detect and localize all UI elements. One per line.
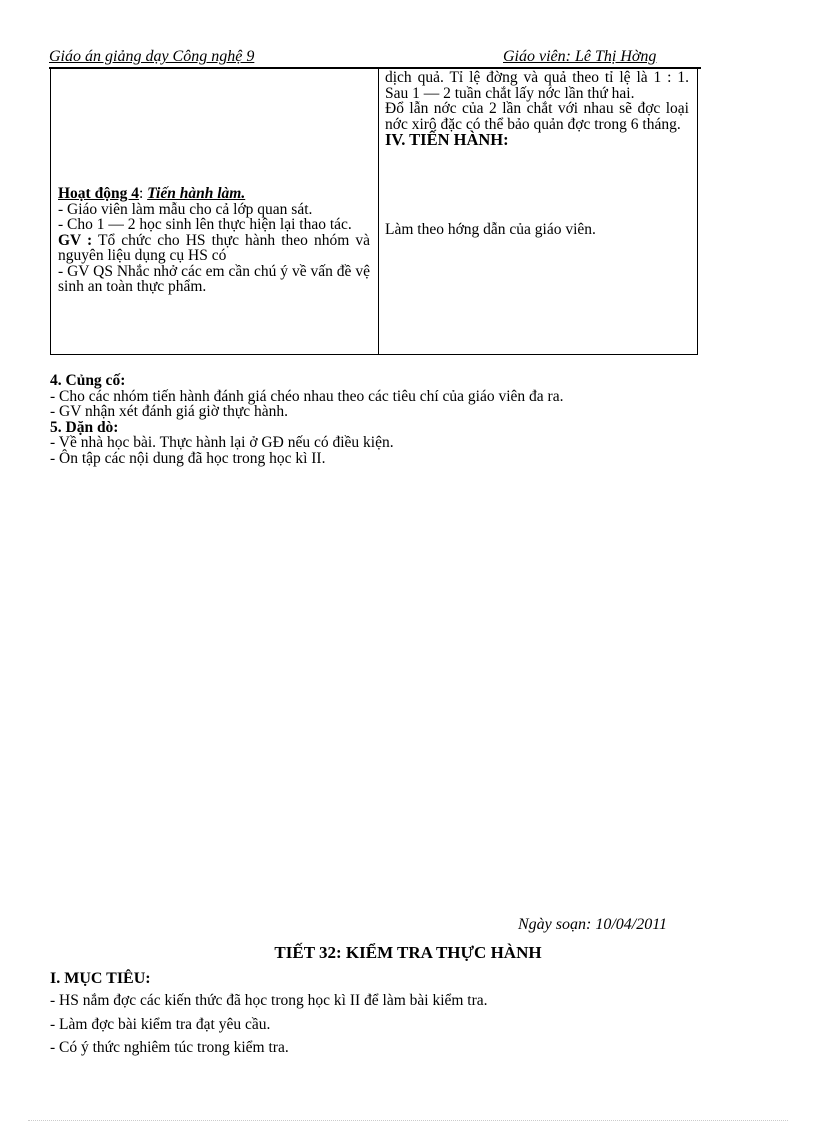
gv-label: GV : bbox=[58, 231, 93, 249]
page-bottom-rule bbox=[28, 1120, 788, 1121]
left-note: - GV QS Nhắc nhở các em cần chú ý về vấn đề vệ sinh an toàn thực phẩm. bbox=[58, 262, 370, 295]
right-paragraph-2: Đổ lẫn nớc của 2 lần chắt với nhau sẽ đợc loại nớc xirô đặc có thể bảo quản đợc trong 6 tháng. bbox=[385, 100, 689, 133]
homework-item-1: - Về nhà học bài. Thực hành lại ở GĐ nếu có điều kiện. bbox=[50, 434, 394, 451]
table-right-cell bbox=[385, 70, 689, 149]
table-left-cell bbox=[58, 186, 370, 295]
header-subject: Giáo án giảng dạy Công nghệ 9 bbox=[49, 48, 255, 65]
left-line-2: - Cho 1 — 2 học sinh lên thực hiện lại thao tác. bbox=[58, 216, 352, 233]
lesson-title: TIẾT 32: KIỂM TRA THỰC HÀNH bbox=[274, 943, 542, 962]
consolidation-title: 4. Củng cố: bbox=[50, 372, 126, 389]
objective-item: - HS nắm đợc các kiến thức đã học trong học kì II để làm bài kiểm tra. bbox=[50, 992, 488, 1009]
header-teacher: Giáo viên: Lê Thị Hờng bbox=[503, 48, 657, 65]
left-line-1: - Giáo viên làm mẫu cho cả lớp quan sát. bbox=[58, 200, 313, 218]
gv-paragraph bbox=[58, 233, 370, 264]
activity-title: Tiến hành làm. bbox=[147, 185, 246, 202]
activity-heading bbox=[58, 186, 370, 202]
objectives-list bbox=[50, 993, 750, 1064]
right-instruction: Làm theo hớng dẫn của giáo viên. bbox=[385, 221, 596, 238]
objectives-title: I. MỤC TIÊU: bbox=[50, 970, 151, 987]
activity-label: Hoạt động 4 bbox=[58, 185, 139, 202]
gv-text: Tổ chức cho HS thực hành theo nhóm và nguyên liệu dụng cụ HS có bbox=[58, 231, 370, 264]
homework-item-2: - Ôn tập các nội dung đã học trong học kì II. bbox=[50, 449, 326, 467]
activity-separator: : bbox=[138, 185, 148, 202]
objective-item: - Có ý thức nghiêm túc trong kiểm tra. bbox=[50, 1039, 289, 1056]
objective-item: - Làm đợc bài kiểm tra đạt yêu cầu. bbox=[50, 1015, 271, 1033]
homework-title: 5. Dặn dò: bbox=[50, 418, 119, 436]
section-heading: IV. TIẾN HÀNH: bbox=[385, 130, 509, 149]
consolidation-item-1: - Cho các nhóm tiến hành đánh giá chéo nhau theo các tiêu chí của giáo viên đa ra. bbox=[50, 387, 564, 405]
right-paragraph-1: dịch quả. Tỉ lệ đờng và quả theo tỉ lệ là 1 : 1. Sau 1 — 2 tuần chắt lấy nớc lần thứ hai. bbox=[385, 69, 689, 102]
prep-date: Ngày soạn: 10/04/2011 bbox=[518, 916, 668, 933]
consolidation-item-2: - GV nhận xét đánh giá giờ thực hành. bbox=[50, 403, 288, 420]
table-column-divider bbox=[378, 68, 379, 355]
consolidation-homework-block bbox=[50, 373, 750, 466]
